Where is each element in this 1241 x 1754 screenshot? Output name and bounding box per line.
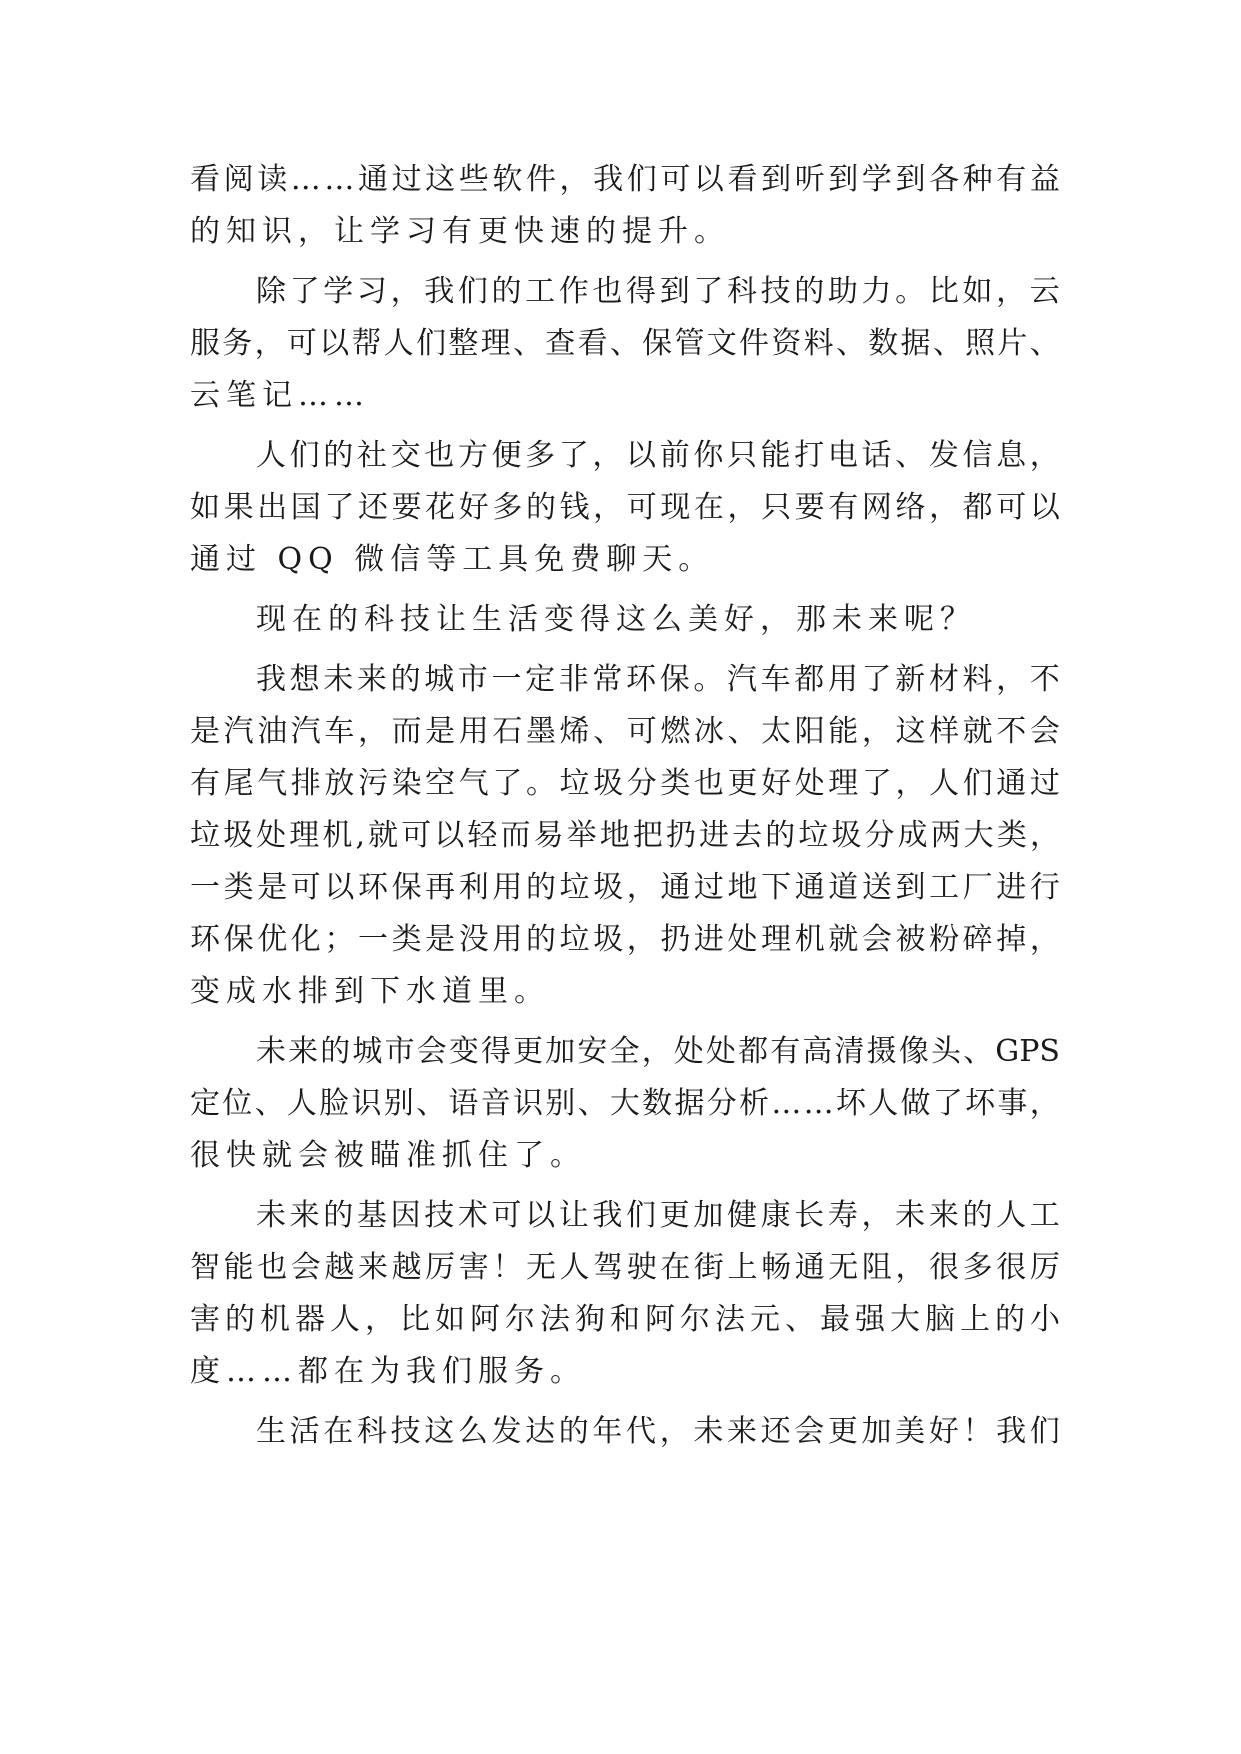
text-line: 除 了 学 习 ， 我 们 的 工 作 也 得 到 了 科 技 的 助 力 。 比 如 ， 云 [256,274,1060,309]
text-line: 智 能 也 会 越 来 越 厉 害 ！ 无 人 驾 驶 在 街 上 畅 通 无 阻 ， 很 多 很 厉 [190,1250,1060,1285]
text-line: 我 想 未 来 的 城 市 一 定 非 常 环 保 。 汽 车 都 用 了 新 材 料 ， 不 [256,662,1060,697]
text-line: 很快就会被瞄准抓住了。 [190,1138,586,1173]
text-line: 度……都在为我们服务。 [190,1354,586,1389]
text-line: 有 尾 气 排 放 污 染 空 气 了 。 垃 圾 分 类 也 更 好 处 理 了 ， 人 们 通 过 [190,766,1060,801]
text-line: 看 阅 读 … … 通 过 这 些 软 件 ， 我 们 可 以 看 到 听 到 学 到 各 种 有 益 [190,162,1060,197]
text-line: 服 务 ， 可 以 帮 人 们 整 理 、 查 看 、 保 管 文 件 资 料 、 数 据 、 照 片 、 [190,326,1060,361]
text-line: 生 活 在 科 技 这 么 发 达 的 年 代 ， 未 来 还 会 更 加 美 好 ！ 我 们 [256,1414,1060,1449]
text-line: 人 们 的 社 交 也 方 便 多 了 ， 以 前 你 只 能 打 电 话 、 发 信 息 ， [256,438,1060,473]
text-line: 通过 QQ 微信等工具免费聊天。 [190,542,715,577]
text-line: 现在的科技让生活变得这么美好，那未来呢？ [256,602,976,637]
text-line: 是 汽 油 汽 车 ， 而 是 用 石 墨 烯 、 可 燃 冰 、 太 阳 能 ， 这 样 就 不 会 [190,714,1060,749]
text-line: 如 果 出 国 了 还 要 花 好 多 的 钱 ， 可 现 在 ， 只 要 有 网 络 ， 都 可 以 [190,490,1060,525]
text-line: 未 来 的 基 因 技 术 可 以 让 我 们 更 加 健 康 长 寿 ， 未 来 的 人 工 [256,1198,1060,1233]
text-line: 害 的 机 器 人 ， 比 如 阿 尔 法 狗 和 阿 尔 法 元 、 最 强 大 脑 上 的 小 [190,1302,1060,1337]
text-line: 一 类 是 可 以 环 保 再 利 用 的 垃 圾 ， 通 过 地 下 通 道 送 到 工 厂 进 行 [190,870,1060,905]
text-line: 定 位 、 人 脸 识 别 、 语 音 识 别 、 大 数 据 分 析 … … 坏 人 做 了 坏 事 ， [190,1086,1060,1121]
text-line: 未 来 的 城 市 会 变 得 更 加 安 全 ， 处 处 都 有 高 清 摄 像 头 、 GPS [256,1034,1060,1069]
text-line: 的知识，让学习有更快速的提升。 [190,214,730,249]
text-line: 垃 圾 处 理 机 , 就 可 以 轻 而 易 举 地 把 扔 进 去 的 垃 圾 分 成 两 大 类 ， [190,818,1060,853]
text-line: 环 保 优 化 ； 一 类 是 没 用 的 垃 圾 ， 扔 进 处 理 机 就 会 被 粉 碎 掉 ， [190,922,1060,957]
text-line: 云笔记…… [190,378,370,413]
text-line: 变成水排到下水道里。 [190,974,550,1009]
